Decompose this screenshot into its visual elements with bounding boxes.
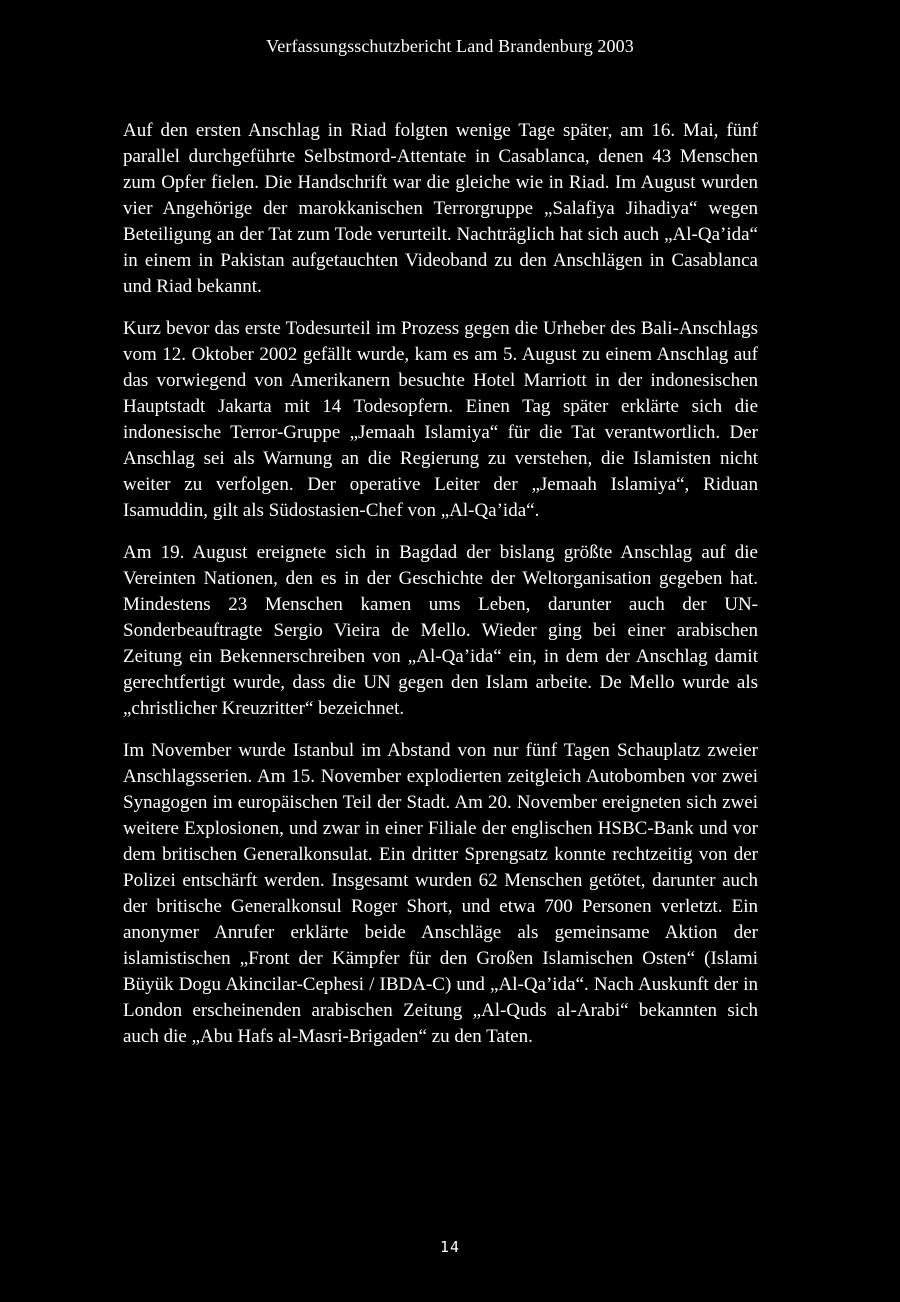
paragraph-4: Im November wurde Istanbul im Abstand von nur fünf Tagen Schauplatz zweier Anschlagsserien. Am 15. November explodierten zeitgleich Autobomben vor zwei Synagogen im europäischen Teil der Stadt. Am 20. November ereigneten sich zwei weitere Explosionen, und zwar in einer Filiale der englischen HSBC-Bank und vor dem britischen Generalkonsulat. Ein dritter Sprengsatz konnte rechtzeitig von der Polizei entschärft werden. Insgesamt wurden 62 Menschen getötet, darunter auch der britische Generalkonsul Roger Short, und etwa 700 Personen verletzt. Ein anonymer Anrufer erklärte beide Anschläge als gemeinsame Aktion der islamistischen „Front der Kämpfer für den Großen Islamischen Osten“ (Islami Büyük Dogu Akincilar-Cephesi / IBDA-C) und „Al-Qa’ida“. Nach Auskunft der in London erscheinenden arabischen Zeitung „Al-Quds al-Arabi“ bekannten sich auch die „Abu Hafs al-Masri-Brigaden“ zu den Taten. — [123, 740, 758, 1047]
paragraph-2: Kurz bevor das erste Todesurteil im Prozess gegen die Urheber des Bali-Anschlags vom 12. Oktober 2002 gefällt wurde, kam es am 5. August zu einem Anschlag auf das vorwiegend von Amerikanern besuchte Hotel Marriott in der indonesischen Hauptstadt Jakarta mit 14 Todesopfern. Einen Tag später erklärte sich die indonesische Terror-Gruppe „Jemaah Islamiya“ für die Tat verantwortlich. Der Anschlag sei als Warnung an die Regierung zu verstehen, die Islamisten nicht weiter zu verfolgen. Der operative Leiter der „Jemaah Islamiya“, Riduan Isamuddin, gilt als Südostasien-Chef von „Al-Qa’ida“. — [123, 318, 758, 521]
body-text — [123, 118, 758, 1066]
paragraph-1: Auf den ersten Anschlag in Riad folgten wenige Tage später, am 16. Mai, fünf parallel durchgeführte Selbstmord-Attentate in Casablanca, denen 43 Menschen zum Opfer fielen. Die Handschrift war die gleiche wie in Riad. Im August wurden vier Angehörige der marokkanischen Terrorgruppe „Salafiya Jihadiya“ wegen Beteiligung an der Tat zum Tode verurteilt. Nachträglich hat sich auch „Al-Qa’ida“ in einem in Pakistan aufgetauchten Videoband zu den Anschlägen in Casablanca und Riad bekannt. — [123, 120, 758, 297]
page-number: 14 — [439, 1238, 461, 1256]
running-header: Verfassungsschutzbericht Land Brandenburg 2003 — [266, 36, 634, 56]
paragraph-3: Am 19. August ereignete sich in Bagdad der bislang größte Anschlag auf die Vereinten Nationen, den es in der Geschichte der Weltorganisation gegeben hat. Mindestens 23 Menschen kamen ums Leben, darunter auch der UN-Sonderbeauftragte Sergio Vieira de Mello. Wieder ging bei einer arabischen Zeitung ein Bekennerschreiben von „Al-Qa’ida“ ein, in dem der Anschlag damit gerechtfertigt wurde, dass die UN gegen den Islam arbeite. De Mello wurde als „christlicher Kreuzritter“ bezeichnet. — [123, 542, 758, 719]
